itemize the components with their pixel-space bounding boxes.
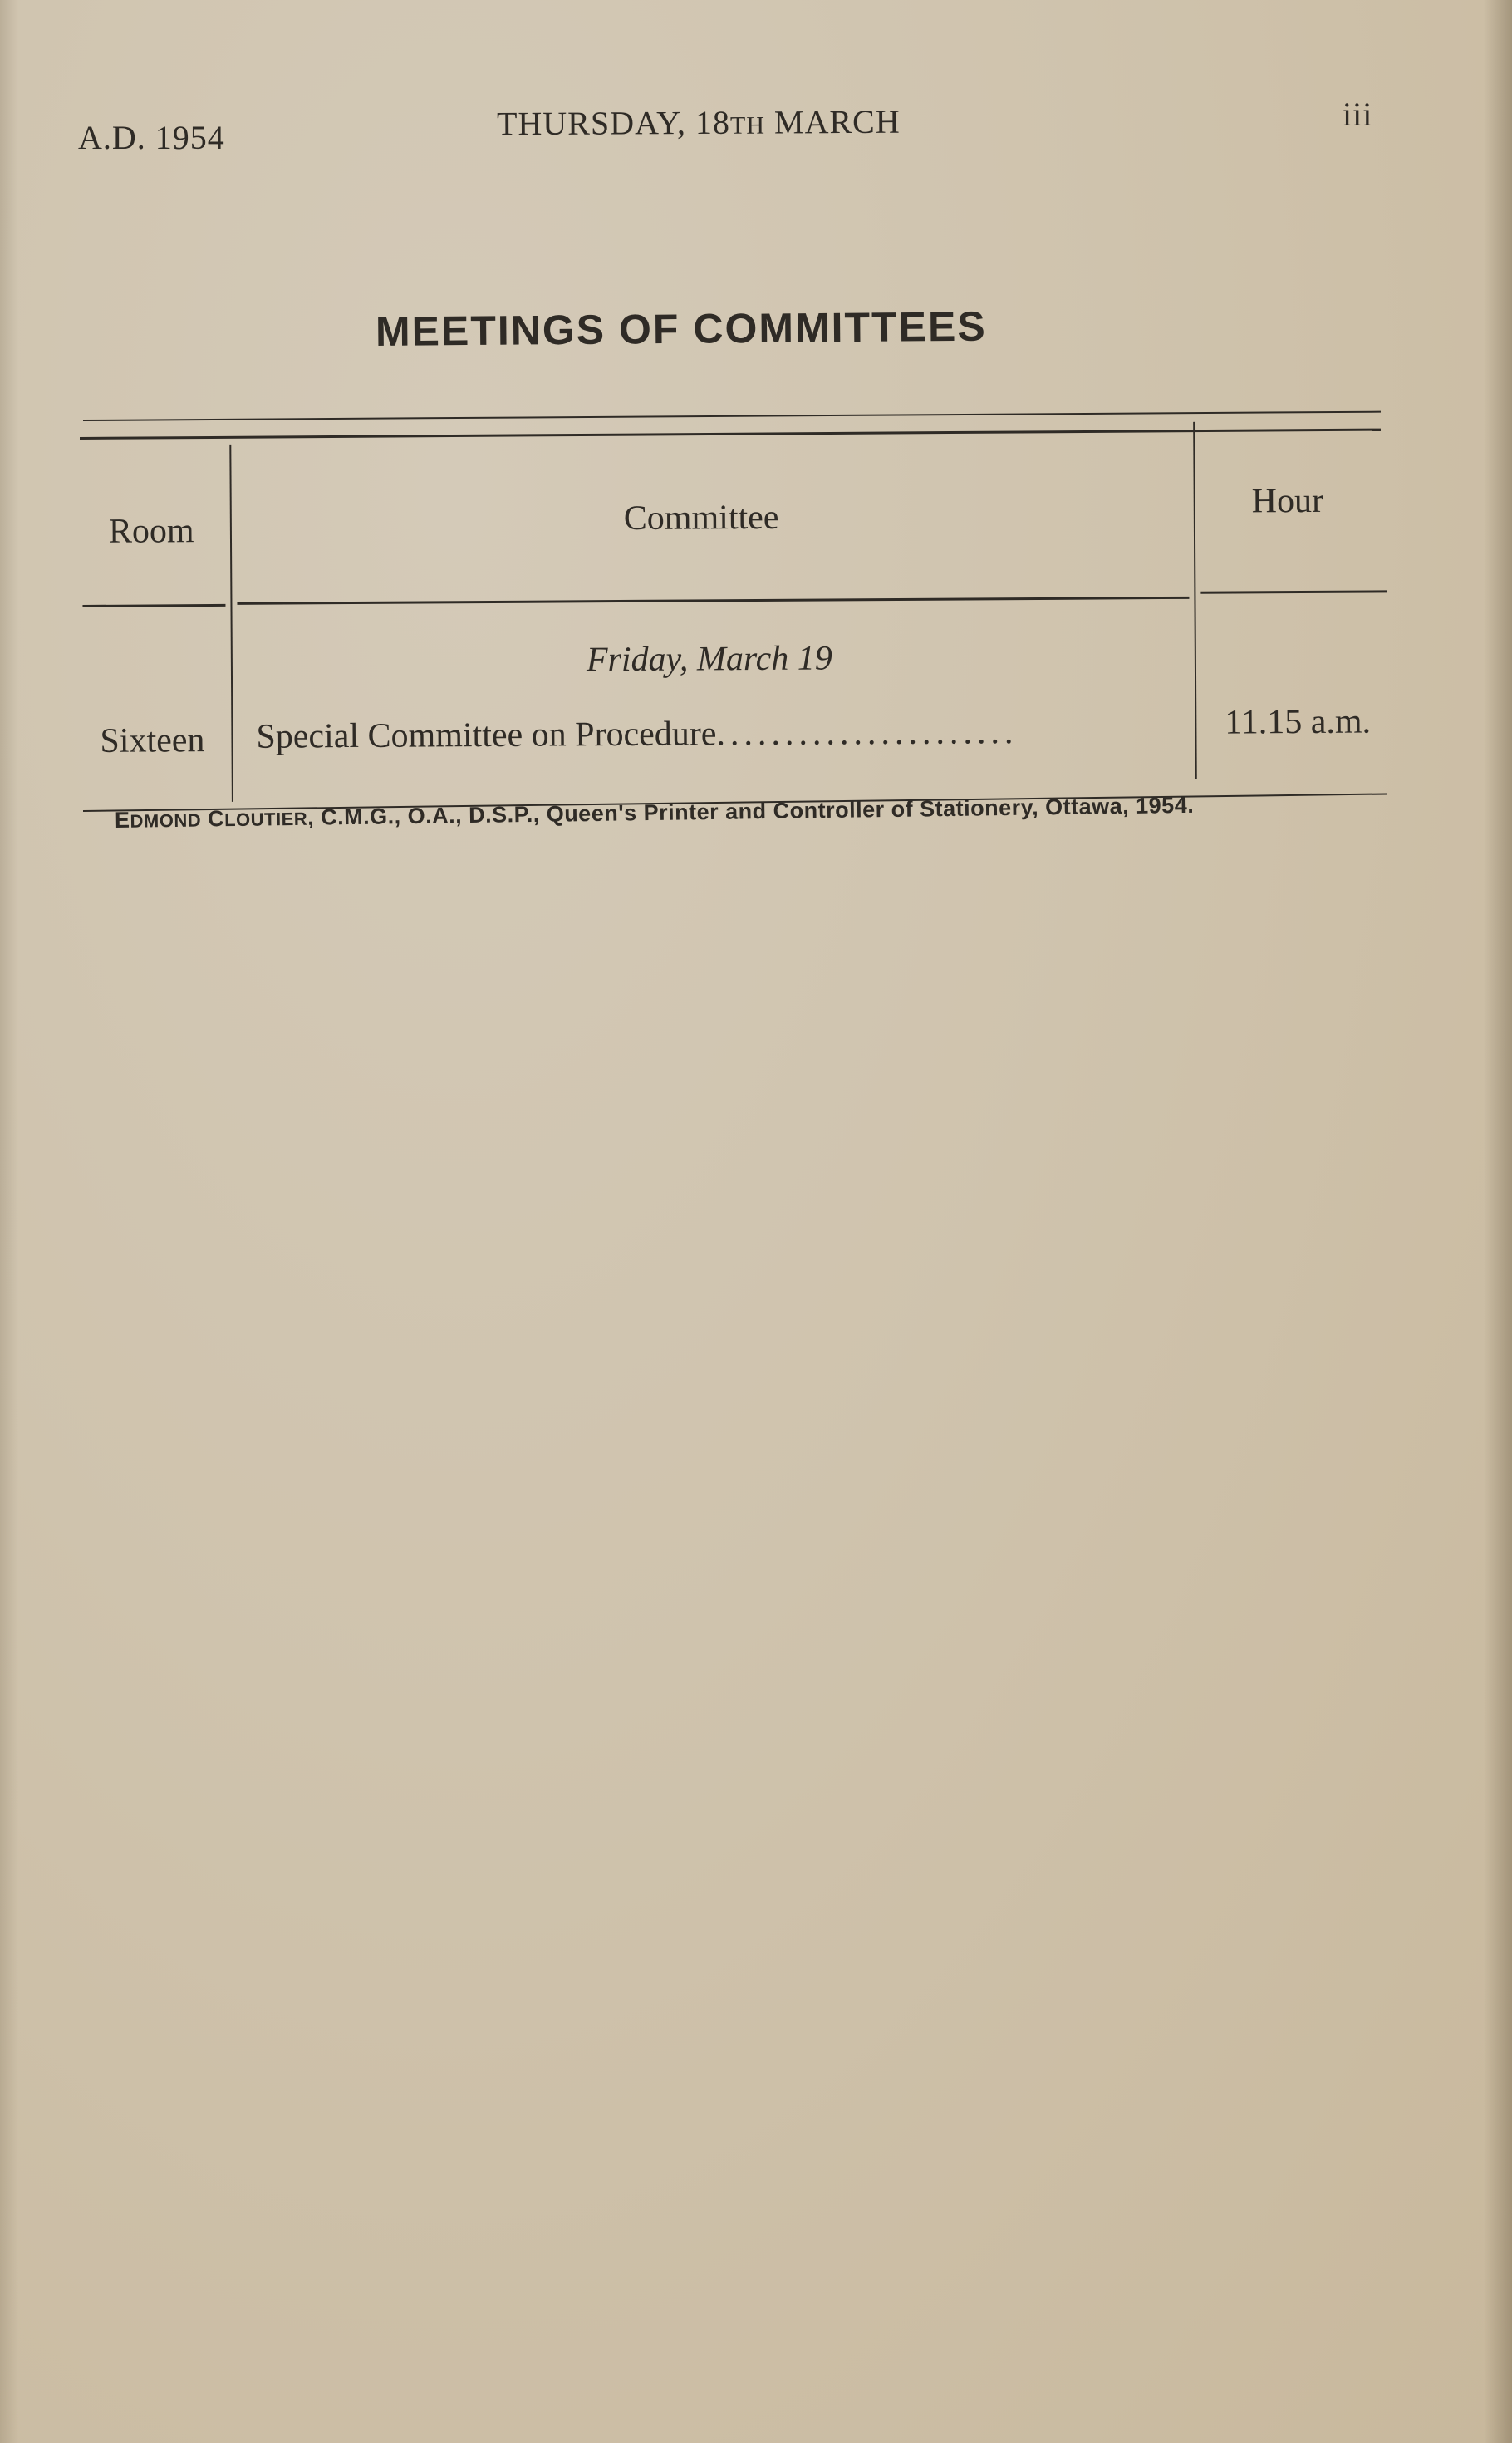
imprint-rest: , C.M.G., O.A., D.S.P., Queen's Printer and Controller of Stationery, Ottawa, 1954. bbox=[307, 792, 1195, 830]
column-divider-room bbox=[229, 445, 233, 802]
column-header-hour: Hour bbox=[1251, 481, 1324, 521]
header-date-month: MARCH bbox=[764, 102, 901, 141]
page-title: MEETINGS OF COMMITTEES bbox=[375, 302, 987, 355]
header-rule-room bbox=[82, 604, 225, 607]
imprint-initial-2: C bbox=[207, 806, 225, 832]
header-date bbox=[497, 102, 901, 144]
header-date-prefix: THURSDAY, 18 bbox=[496, 103, 731, 143]
column-header-room: Room bbox=[108, 512, 194, 551]
table-row-room: Sixteen bbox=[100, 721, 205, 760]
header-rule-hour bbox=[1200, 590, 1387, 593]
committee-name: Special Committee on Procedure bbox=[256, 715, 717, 756]
table-row-committee bbox=[256, 712, 1018, 757]
page-number: iii bbox=[1343, 96, 1373, 133]
imprint-name-1: DMOND bbox=[130, 809, 202, 832]
imprint-name-2: LOUTIER bbox=[223, 808, 308, 831]
day-heading: Friday, March 19 bbox=[586, 639, 832, 680]
page-right-edge-shadow bbox=[1484, 0, 1512, 2443]
imprint-initial-1: E bbox=[114, 807, 130, 833]
header-date-ordinal: TH bbox=[729, 111, 766, 140]
committee-table bbox=[80, 397, 1388, 804]
table-row-hour: 11.15 a.m. bbox=[1225, 702, 1372, 742]
column-divider-hour bbox=[1193, 422, 1197, 779]
column-header-committee: Committee bbox=[623, 498, 779, 538]
header-year: A.D. 1954 bbox=[78, 119, 225, 156]
header-rule-committee bbox=[237, 597, 1189, 605]
leader-dots: ...................... bbox=[716, 713, 1019, 754]
page-left-edge-shadow bbox=[0, 0, 18, 2443]
